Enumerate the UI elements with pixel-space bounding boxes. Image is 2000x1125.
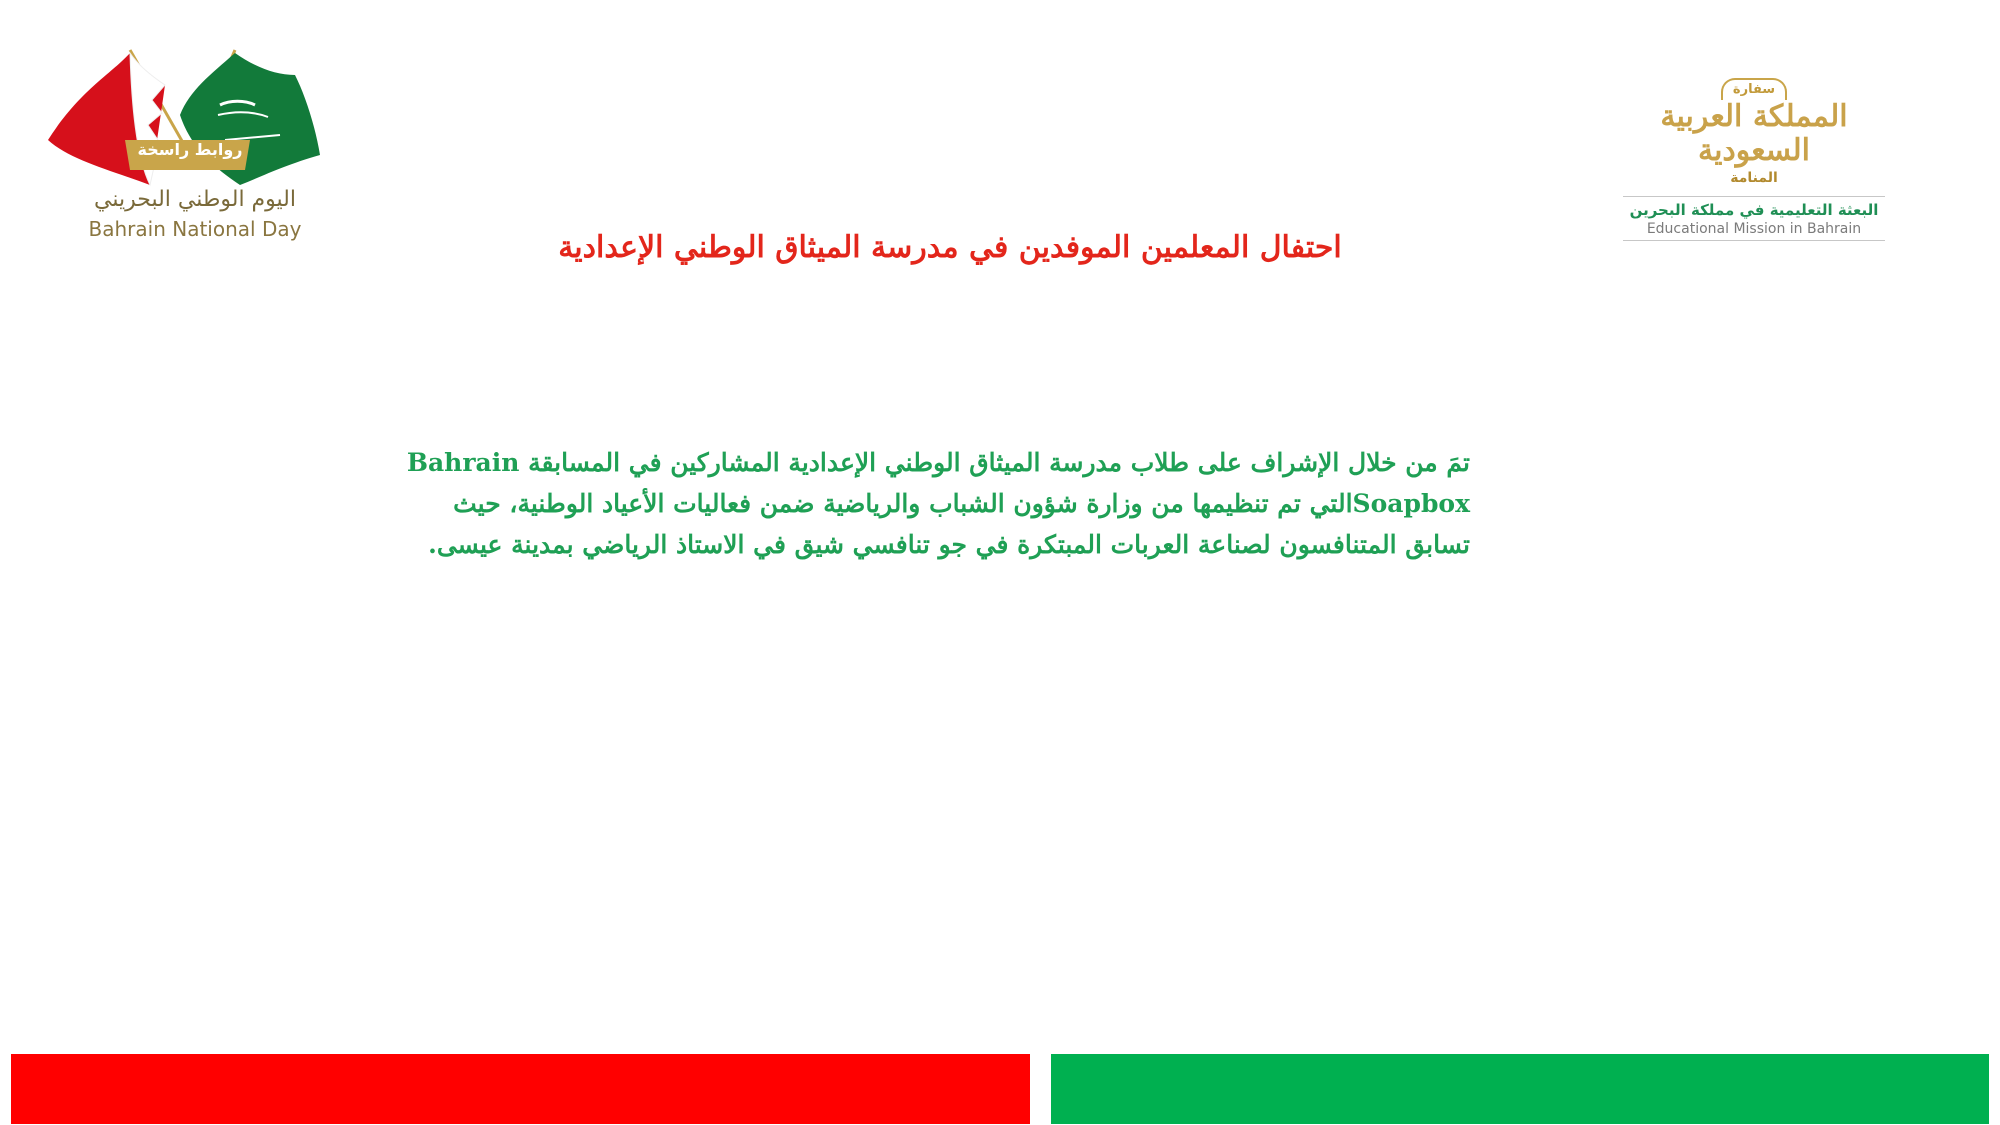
mission-english: Educational Mission in Bahrain	[1646, 221, 1862, 237]
body-line-2: Soapboxالتي تم تنظيمها من وزارة شؤون الشباب والرياضية ضمن فعاليات الأعياد الوطنية، حيث	[453, 489, 1470, 518]
ribbon-text: روابط راسخة	[137, 140, 243, 159]
bahrain-national-day-logo	[40, 45, 330, 245]
footer-green-bar	[1051, 1054, 1989, 1124]
embassy-name: المملكة العربية السعودية	[1660, 99, 1848, 168]
mission-arabic: البعثة التعليمية في مملكة البحرين	[1629, 201, 1879, 219]
embassy-top-label: سفارة	[1721, 78, 1787, 100]
page-title: احتفال المعلمين الموفدين في مدرسة الميثاق الوطني الإعدادية	[558, 230, 1342, 265]
body-line-3: تسابق المتنافسون لصناعة العربات المبتكرة في جو تنافسي شيق في الاستاذ الرياضي بمدينة عيسى.	[428, 530, 1470, 559]
embassy-city: المنامة	[1730, 170, 1778, 186]
divider	[1623, 196, 1885, 197]
national-day-arabic: اليوم الوطني البحريني	[94, 187, 296, 212]
embassy-logo	[1623, 78, 1885, 238]
body-line-1: تمَ من خلال الإشراف على طلاب مدرسة الميثاق الوطني الإعدادية المشاركين في المسابقة Bahrain	[406, 448, 1470, 477]
footer-red-bar	[11, 1054, 1030, 1124]
body-paragraph	[406, 442, 1470, 565]
national-day-english: Bahrain National Day	[88, 217, 302, 241]
